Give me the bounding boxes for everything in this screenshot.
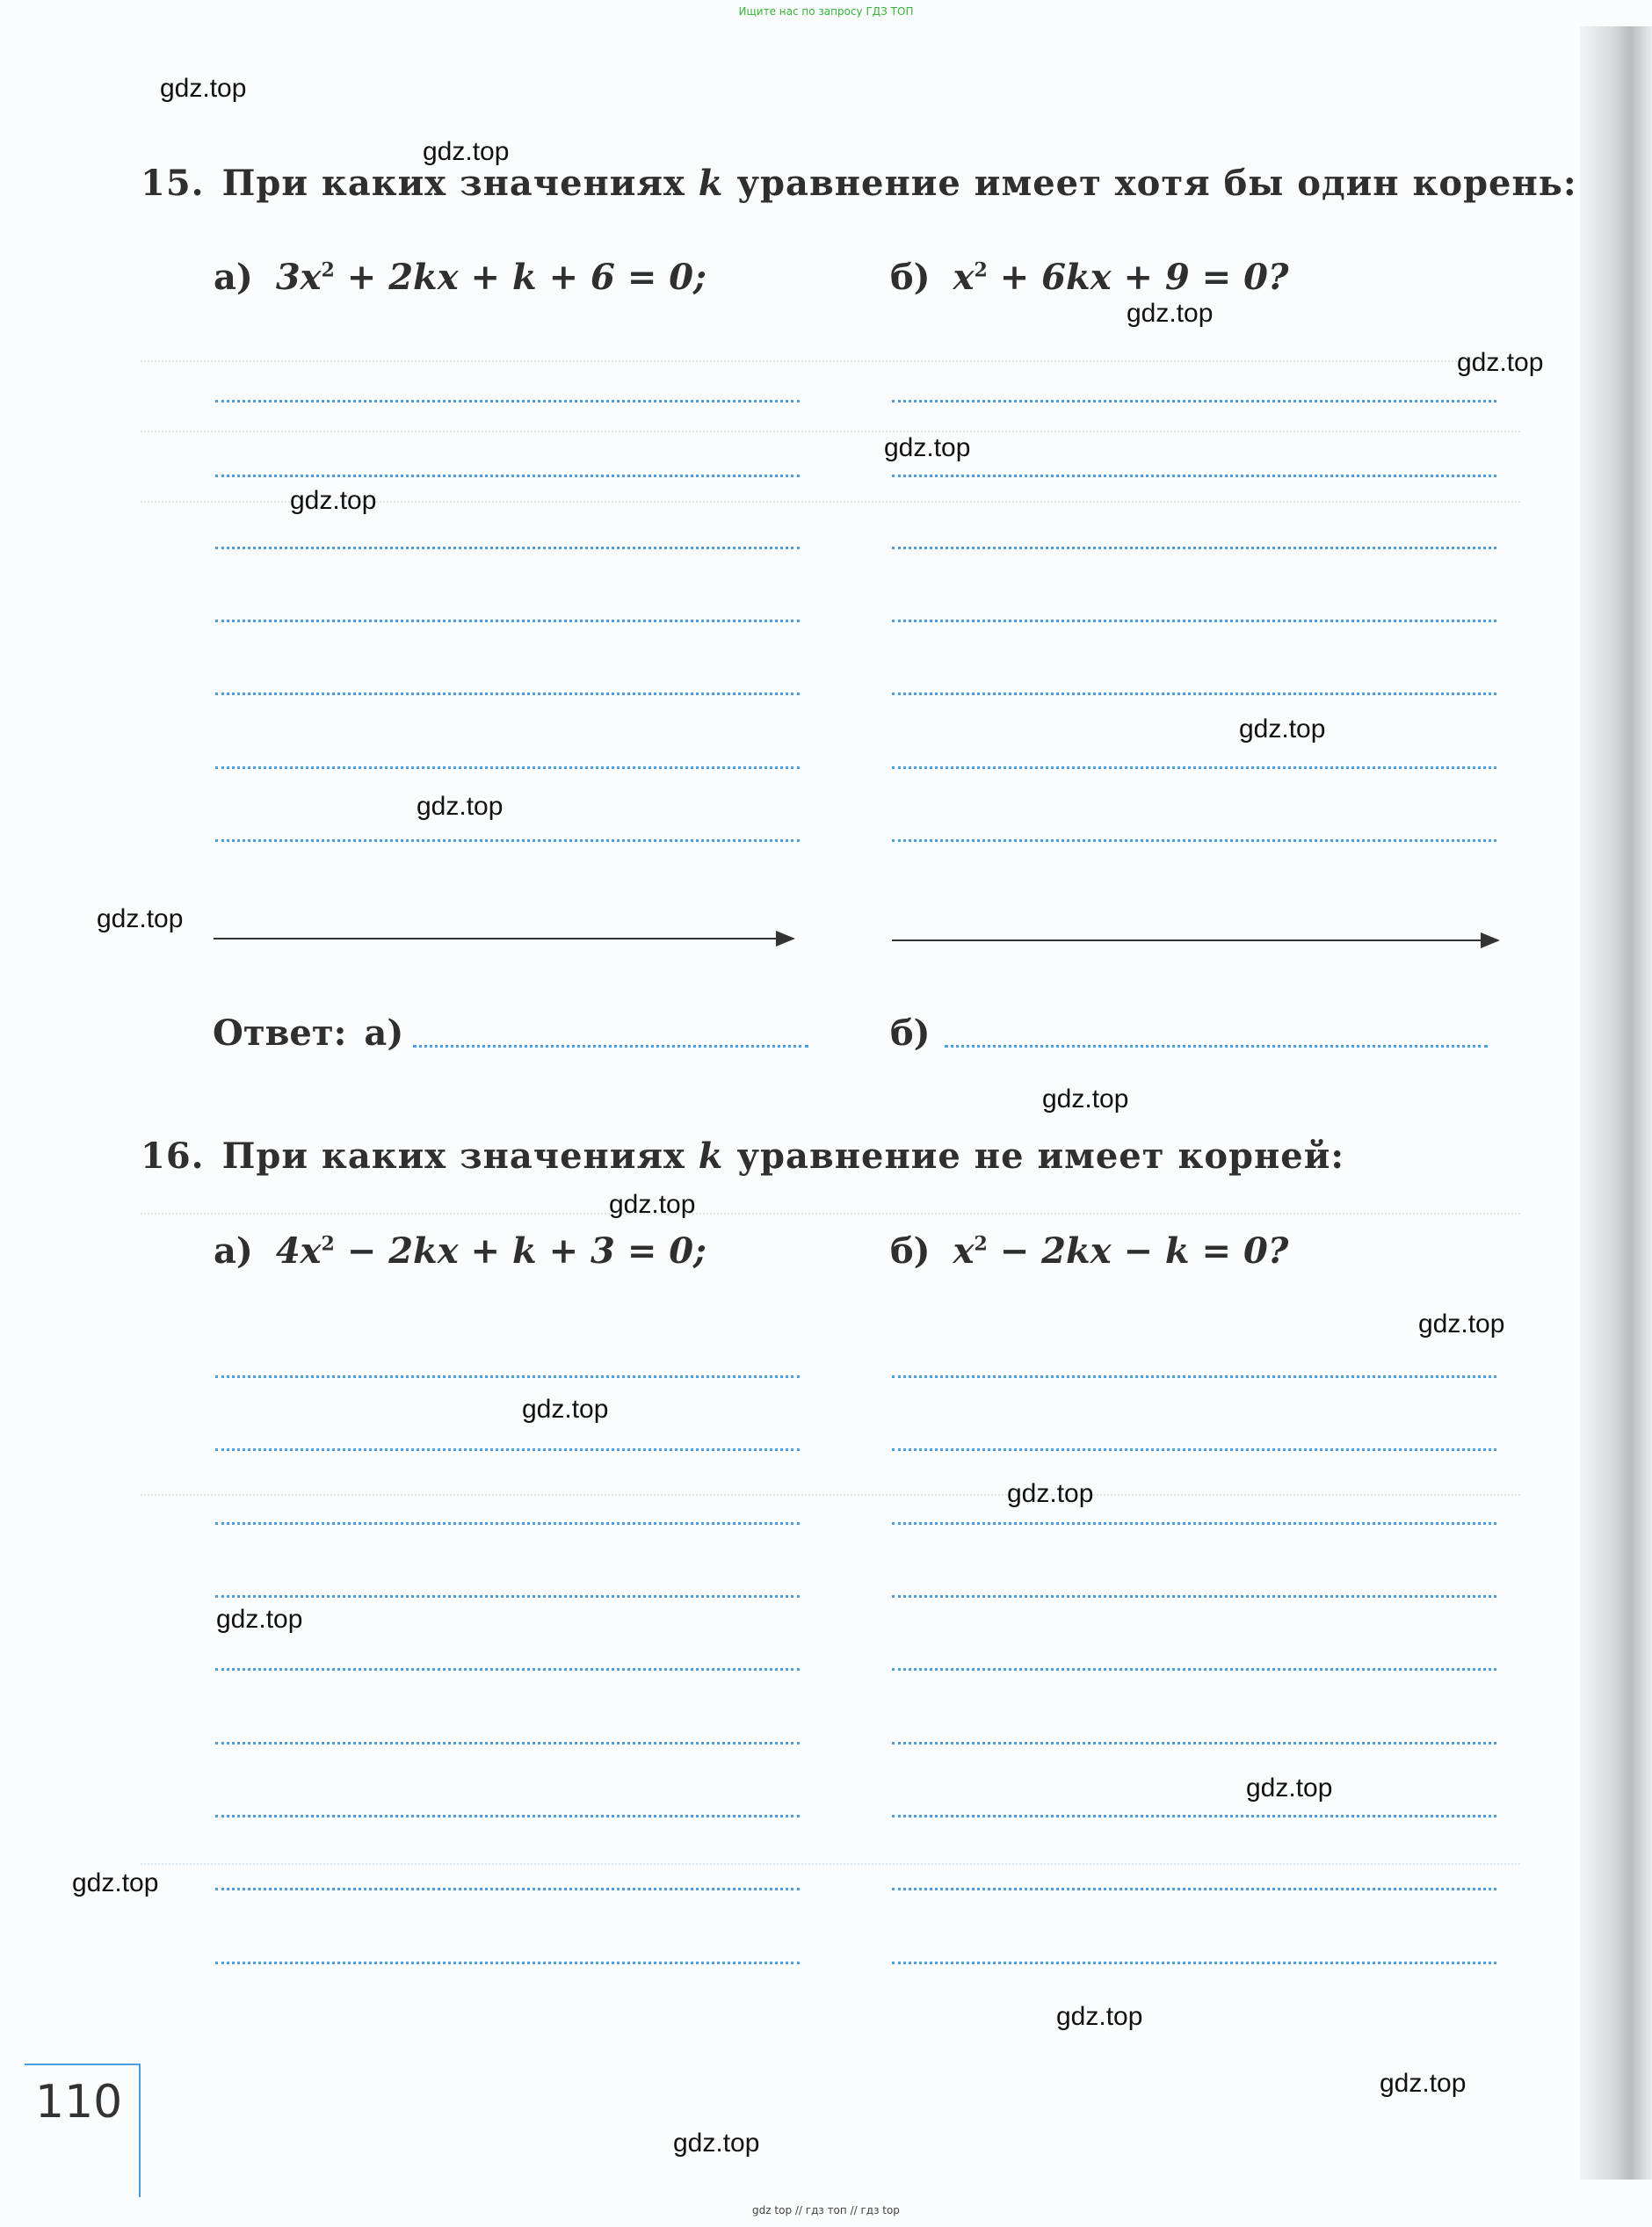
answer-line[interactable] [892,1522,1496,1525]
book-spine-shadow [1580,26,1652,2180]
watermark: gdz.top [673,2129,760,2158]
task-15b-label: б) [890,257,931,298]
answer-line[interactable] [215,1962,800,1964]
watermark: gdz.top [97,904,184,933]
task-15b-eq-part1: x [953,257,975,298]
answer-line[interactable] [892,1375,1496,1378]
task-16a-eq-sup: 2 [321,1232,335,1256]
answer-b-label: б) [890,1012,931,1054]
task-15-answer [213,1012,403,1054]
answer-line[interactable] [892,1595,1496,1598]
answer-line[interactable] [215,1815,800,1817]
page-number: 110 [35,2076,123,2129]
task-15-answer-b [890,1012,931,1054]
task-15a-equation [214,257,706,298]
ghost-line [141,1494,1520,1496]
task-16b-eq-part1: x [953,1230,975,1272]
answer-line[interactable] [892,693,1496,695]
watermark: gdz.top [1457,348,1544,377]
watermark: gdz.top [1246,1774,1333,1803]
answer-line[interactable] [215,1522,800,1525]
watermark: gdz.top [160,74,247,103]
watermark: gdz.top [884,433,971,462]
ghost-line [141,1863,1520,1865]
answer-b-line[interactable] [945,1045,1488,1048]
answer-line[interactable] [892,1668,1496,1671]
ghost-line [141,360,1520,362]
task-16-text-after: уравнение не имеет корней: [736,1135,1345,1177]
ghost-line [141,431,1520,432]
watermark: gdz.top [1239,715,1326,744]
watermark: gdz.top [216,1605,303,1634]
answer-line[interactable] [892,1815,1496,1817]
answer-line[interactable] [892,400,1496,403]
watermark: gdz.top [1380,2069,1467,2098]
watermark: gdz.top [609,1190,696,1219]
answer-line[interactable] [892,766,1496,769]
watermark: gdz.top [1056,2002,1143,2031]
task-15-title [141,163,1577,204]
task-15-number: 15. [141,163,205,204]
answer-line[interactable] [215,475,800,477]
answer-line[interactable] [215,620,800,622]
number-line-arrow [892,939,1498,941]
watermark: gdz.top [1007,1479,1094,1508]
task-16-variable: k [698,1135,724,1177]
watermark: gdz.top [423,137,510,166]
task-15b-eq-part2: + 6kx + 9 = 0? [987,257,1289,298]
answer-line[interactable] [215,693,800,695]
answer-line[interactable] [215,547,800,549]
task-15b-eq-sup: 2 [974,258,988,282]
task-15-text-after: уравнение имеет хотя бы один корень: [736,163,1577,204]
number-line-arrow [214,938,793,939]
task-15a-label: а) [214,257,253,298]
task-15a-eq-part2: + 2kx + k + 6 = 0; [334,257,706,298]
answer-line[interactable] [892,475,1496,477]
task-15-text-before: При каких значениях [221,163,685,204]
task-16-text-before: При каких значениях [221,1135,685,1177]
task-16b-label: б) [890,1230,931,1272]
watermark: gdz.top [1418,1309,1505,1338]
task-16b-eq-part2: − 2kx − k = 0? [987,1230,1289,1272]
answer-line[interactable] [892,1742,1496,1745]
task-15b-equation [890,257,1288,298]
answer-line[interactable] [892,1448,1496,1451]
task-16-title [141,1135,1344,1177]
task-16b-equation [890,1230,1288,1272]
footer-note: gdz top // гдз топ // гдз top [752,2204,900,2216]
task-16b-eq-sup: 2 [974,1232,988,1256]
answer-line[interactable] [892,620,1496,622]
answer-line[interactable] [215,839,800,842]
task-15-variable: k [698,163,724,204]
task-16a-equation [214,1230,706,1272]
answer-line[interactable] [892,1962,1496,1964]
task-16a-label: а) [214,1230,253,1272]
answer-line[interactable] [892,1888,1496,1890]
answer-a-label: а) [364,1012,404,1054]
watermark: gdz.top [72,1868,159,1897]
task-15a-eq-part1: 3x [275,257,322,298]
answer-line[interactable] [215,1448,800,1451]
answer-line[interactable] [892,547,1496,549]
answer-line[interactable] [215,1888,800,1890]
answer-line[interactable] [215,1375,800,1378]
watermark: gdz.top [417,792,504,821]
answer-line[interactable] [215,766,800,769]
task-15a-eq-sup: 2 [321,258,335,282]
header-note: Ищите нас по запросу ГДЗ ТОП [738,5,914,18]
watermark: gdz.top [1042,1084,1129,1114]
answer-line[interactable] [215,400,800,403]
task-16a-eq-part2: − 2kx + k + 3 = 0; [334,1230,706,1272]
answer-line[interactable] [215,1668,800,1671]
task-16a-eq-part1: 4x [275,1230,322,1272]
task-16-number: 16. [141,1135,205,1177]
answer-a-line[interactable] [413,1045,808,1048]
answer-line[interactable] [215,1742,800,1745]
watermark: gdz.top [522,1395,609,1424]
watermark: gdz.top [1127,299,1214,328]
watermark: gdz.top [290,486,377,515]
ghost-line [141,1213,1520,1215]
answer-line[interactable] [215,1595,800,1598]
answer-line[interactable] [892,839,1496,842]
answer-heading: Ответ: [213,1012,347,1054]
